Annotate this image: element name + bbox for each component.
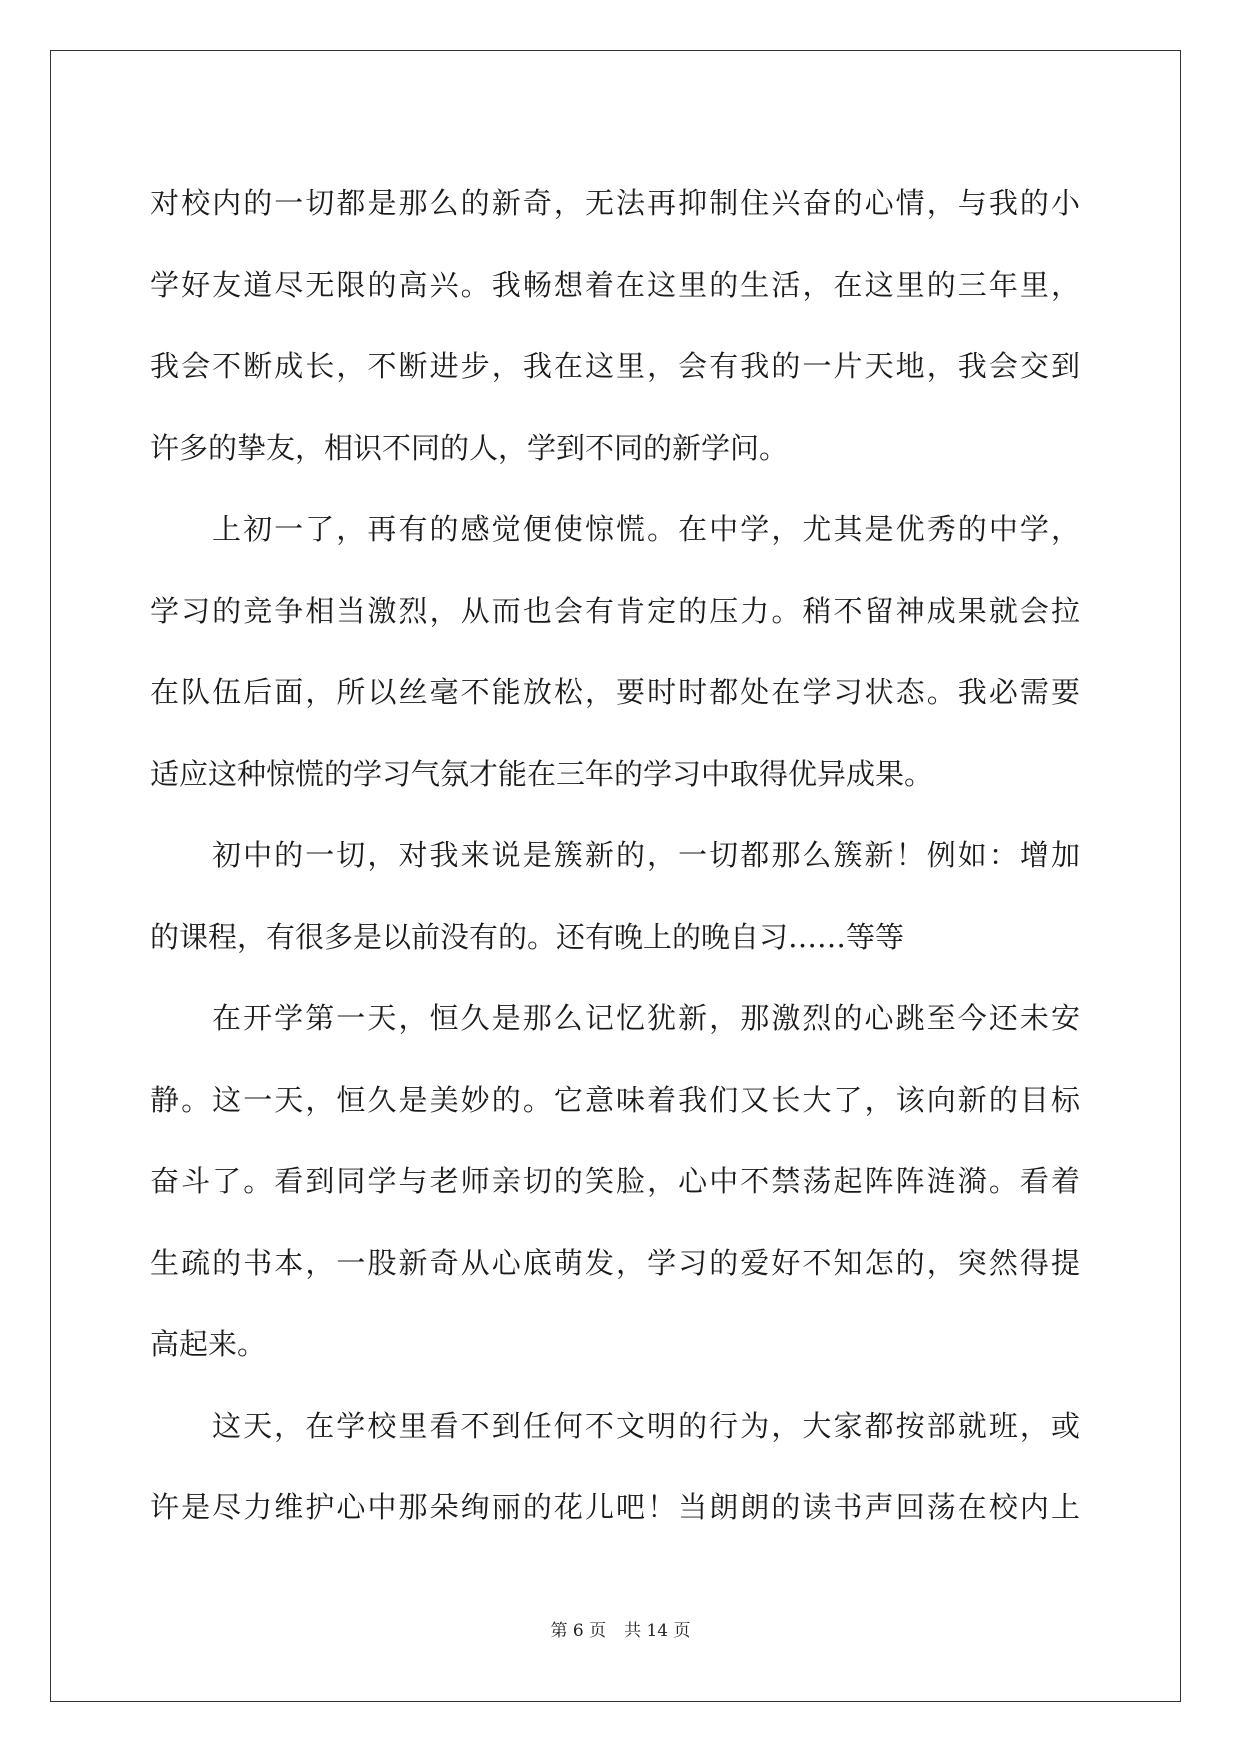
text-line [150,897,1080,979]
text-line [150,1304,1080,1386]
text-line-content: 在队伍后面，所以丝毫不能放松，要时时都处在学习状态。我必需要 [150,675,1083,709]
text-line-content: 的课程，有很多是以前没有的。还有晚上的晚自习……等等 [150,919,905,954]
text-line-content: 许是尽力维护心中那朵绚丽的花儿吧！当朗朗的读书声回荡在校内上 [150,1490,1083,1524]
page-number: 第 6 页 [550,1621,607,1641]
text-line-content: 高起来。 [150,1327,267,1361]
text-block [150,163,1083,1549]
text-line-content: 在开学第一天，恒久是那么记忆犹新，那激烈的心跳至今还未安 [212,1001,1083,1035]
text-line-content: 静。这一天，恒久是美妙的。它意味着我们又长大了，该向新的目标 [150,1082,1083,1117]
text-line [150,1467,1083,1549]
text-line [150,245,1083,327]
text-line-content: 奋斗了。看到同学与老师亲切的笑脸，心中不禁荡起阵阵涟漪。看着 [150,1164,1083,1198]
text-line-content: 适应这种惊慌的学习气氛才能在三年的学习中取得优异成果。 [150,756,934,791]
text-line [150,163,1083,245]
document-body [150,163,1083,1549]
text-line [150,734,1080,816]
text-line [150,1141,1083,1223]
text-line [150,1386,1083,1468]
text-line-content: 这天，在学校里看不到任何不文明的行为，大家都按部就班，或 [212,1408,1083,1443]
text-line [150,326,1083,408]
text-line-content: 生疏的书本，一股新奇从心底萌发，学习的爱好不知怎的，突然得提 [150,1245,1083,1280]
text-line [150,408,1080,490]
text-line-content: 许多的挚友，相识不同的人，学到不同的新学问。 [150,430,789,465]
text-line-content: 我会不断成长，不断进步，我在这里，会有我的一片天地，我会交到 [150,349,1083,383]
text-line [150,652,1083,734]
text-line [150,815,1083,897]
text-line-content: 对校内的一切都是那么的新奇，无法再抑制住兴奋的心情，与我的小 [150,186,1083,220]
text-line [150,571,1083,653]
text-line-content: 上初一了，再有的感觉便使惊慌。在中学，尤其是优秀的中学， [212,512,1083,546]
text-line-content: 学习的竞争相当激烈，从而也会有肯定的压力。稍不留神成果就会拉 [150,593,1083,628]
text-line-content: 初中的一切，对我来说是簇新的，一切都那么簇新！例如：增加 [212,838,1083,872]
text-line [150,978,1083,1060]
text-line [150,1223,1083,1305]
page-total: 共 14 页 [624,1621,691,1641]
text-line-content: 学好友道尽无限的高兴。我畅想着在这里的生活，在这里的三年里， [150,267,1083,302]
text-line [150,1060,1083,1142]
page-footer [0,1616,1241,1641]
text-line [150,489,1083,571]
